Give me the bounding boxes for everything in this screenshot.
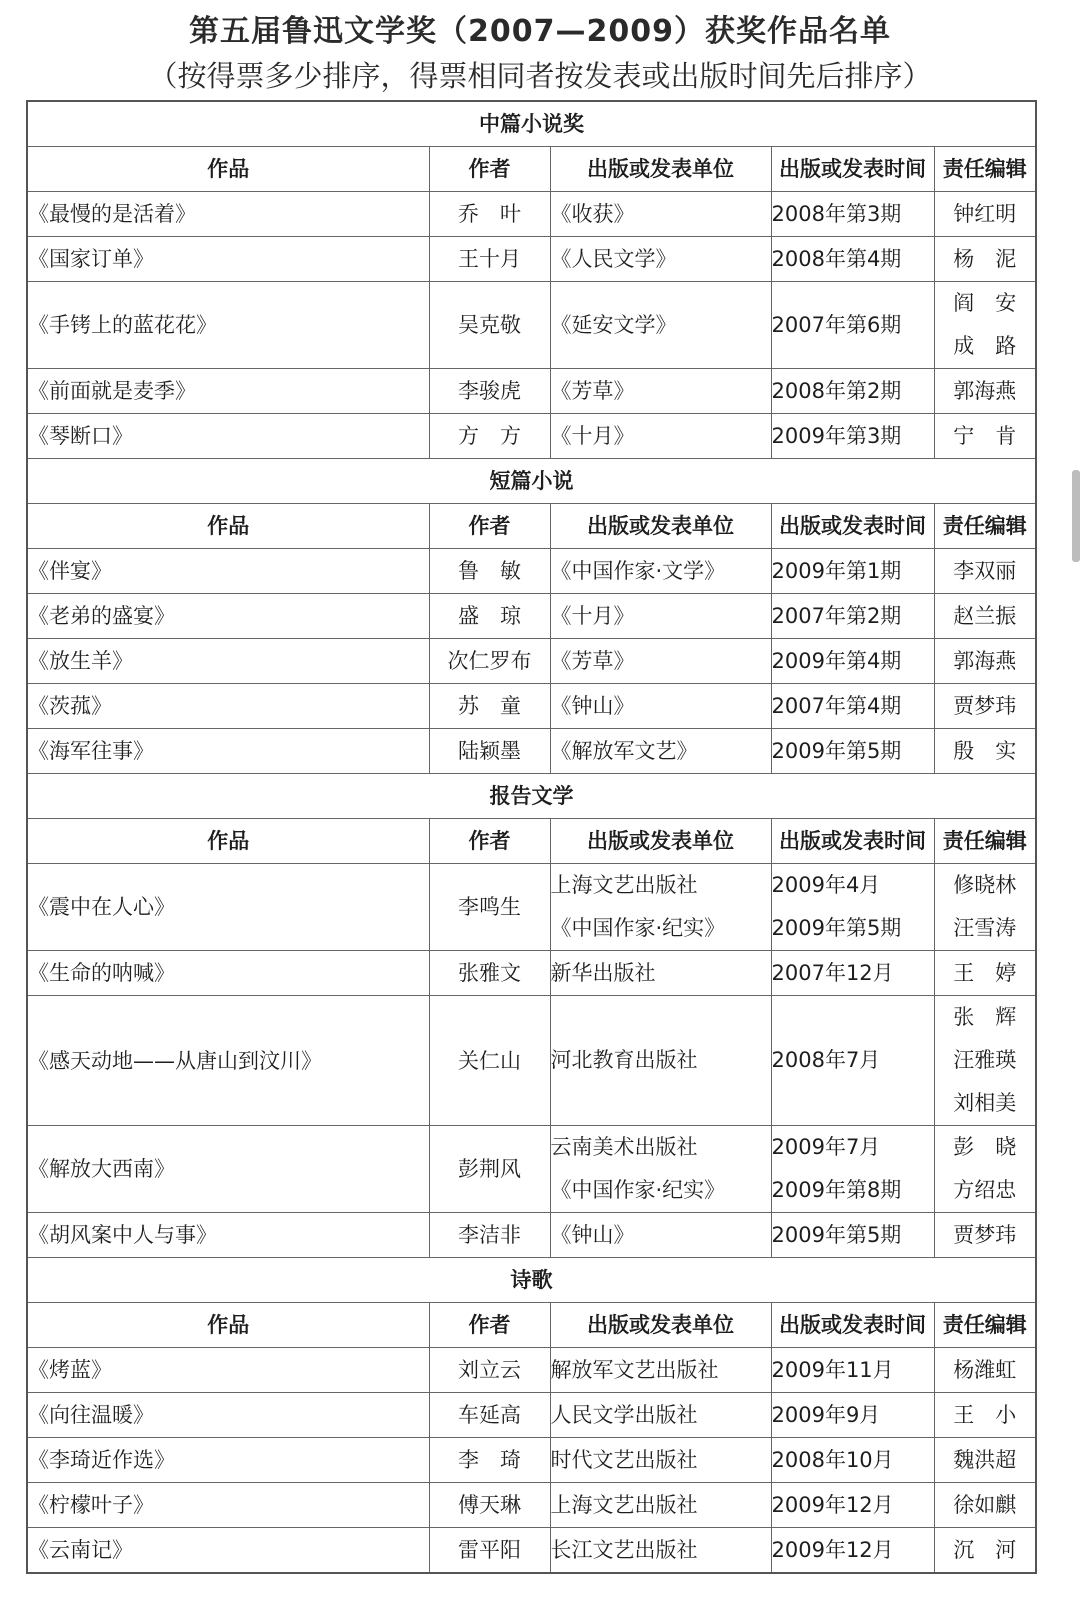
cell-author: 李骏虎 bbox=[429, 369, 550, 414]
cell-line: 《中国作家·纪实》 bbox=[550, 1178, 726, 1202]
table-row bbox=[27, 951, 1036, 996]
cell-publisher bbox=[550, 1126, 771, 1213]
cell-line: 《中国作家·文学》 bbox=[550, 558, 726, 583]
cell-line: 2007年第4期 bbox=[771, 693, 902, 718]
table-row bbox=[27, 192, 1036, 237]
cell-publisher bbox=[550, 1483, 771, 1528]
cell-editor bbox=[934, 1213, 1036, 1258]
cell-work: 《云南记》 bbox=[27, 1528, 429, 1574]
cell-publisher bbox=[550, 192, 771, 237]
cell-time bbox=[771, 1348, 934, 1393]
cell-line: 2009年第5期 bbox=[771, 1222, 902, 1247]
column-header-editor: 责任编辑 bbox=[934, 819, 1036, 864]
cell-line: 《钟山》 bbox=[550, 1222, 635, 1247]
section-title: 报告文学 bbox=[27, 774, 1036, 819]
awards-table-body bbox=[27, 101, 1036, 1573]
column-header-work: 作品 bbox=[27, 147, 429, 192]
cell-publisher bbox=[550, 282, 771, 369]
cell-work: 《茨菰》 bbox=[27, 684, 429, 729]
cell-line: 2009年第8期 bbox=[771, 1178, 902, 1202]
column-header-editor: 责任编辑 bbox=[934, 504, 1036, 549]
cell-line: 2007年第2期 bbox=[771, 603, 902, 628]
section-title: 中篇小说奖 bbox=[27, 101, 1036, 147]
cell-line: 2009年12月 bbox=[771, 1492, 894, 1517]
section-row bbox=[27, 1258, 1036, 1303]
cell-time bbox=[771, 729, 934, 774]
cell-line: 《芳草》 bbox=[550, 648, 635, 673]
cell-editor bbox=[934, 237, 1036, 282]
awards-table bbox=[26, 100, 1037, 1574]
cell-line: 2009年第3期 bbox=[771, 423, 902, 448]
cell-editor bbox=[934, 192, 1036, 237]
cell-line: 2009年9月 bbox=[771, 1402, 881, 1427]
table-row bbox=[27, 414, 1036, 459]
cell-time bbox=[771, 639, 934, 684]
cell-author: 李 琦 bbox=[429, 1438, 550, 1483]
cell-line: 郭海燕 bbox=[953, 648, 1017, 673]
cell-line: 2009年7月 bbox=[771, 1135, 881, 1159]
column-header-work: 作品 bbox=[27, 819, 429, 864]
cell-work: 《感天动地——从唐山到汶川》 bbox=[27, 996, 429, 1126]
table-row bbox=[27, 1438, 1036, 1483]
cell-line: 2008年第2期 bbox=[771, 378, 902, 403]
column-header-author: 作者 bbox=[429, 819, 550, 864]
cell-work: 《老弟的盛宴》 bbox=[27, 594, 429, 639]
cell-time bbox=[771, 1483, 934, 1528]
column-header-editor: 责任编辑 bbox=[934, 1303, 1036, 1348]
cell-line: 钟红明 bbox=[953, 201, 1017, 226]
column-header-author: 作者 bbox=[429, 1303, 550, 1348]
cell-editor bbox=[934, 639, 1036, 684]
page-subtitle: （按得票多少排序，得票相同者按发表或出版时间先后排序） bbox=[148, 59, 932, 93]
cell-time bbox=[771, 594, 934, 639]
cell-line: 长江文艺出版社 bbox=[550, 1537, 698, 1562]
cell-work: 《前面就是麦季》 bbox=[27, 369, 429, 414]
cell-line: 人民文学出版社 bbox=[550, 1402, 698, 1427]
cell-line: 《十月》 bbox=[550, 603, 635, 628]
cell-publisher bbox=[550, 1213, 771, 1258]
cell-line: 杨潍虹 bbox=[953, 1357, 1017, 1382]
cell-author: 王十月 bbox=[429, 237, 550, 282]
scrollbar-thumb[interactable] bbox=[1072, 470, 1080, 562]
cell-publisher bbox=[550, 414, 771, 459]
table-row bbox=[27, 1528, 1036, 1574]
cell-line: 2008年10月 bbox=[771, 1447, 894, 1472]
cell-line: 成 路 bbox=[953, 334, 1017, 358]
cell-author: 方 方 bbox=[429, 414, 550, 459]
cell-author: 雷平阳 bbox=[429, 1528, 550, 1574]
cell-line: 2007年12月 bbox=[771, 960, 894, 985]
cell-editor bbox=[934, 951, 1036, 996]
cell-editor bbox=[934, 1438, 1036, 1483]
table-row bbox=[27, 1483, 1036, 1528]
cell-editor bbox=[934, 549, 1036, 594]
cell-publisher bbox=[550, 237, 771, 282]
cell-line: 2008年第3期 bbox=[771, 201, 902, 226]
cell-time bbox=[771, 864, 934, 951]
cell-editor bbox=[934, 1528, 1036, 1574]
column-header-author: 作者 bbox=[429, 147, 550, 192]
cell-publisher bbox=[550, 594, 771, 639]
section-row bbox=[27, 101, 1036, 147]
cell-editor bbox=[934, 369, 1036, 414]
cell-line: 修晓林 bbox=[953, 873, 1017, 897]
cell-author: 彭荆风 bbox=[429, 1126, 550, 1213]
column-header-time: 出版或发表时间 bbox=[771, 504, 934, 549]
column-header-publisher: 出版或发表单位 bbox=[550, 819, 771, 864]
cell-author: 乔 叶 bbox=[429, 192, 550, 237]
cell-author: 盛 琼 bbox=[429, 594, 550, 639]
cell-work: 《胡风案中人与事》 bbox=[27, 1213, 429, 1258]
header-row bbox=[27, 1303, 1036, 1348]
section-row bbox=[27, 459, 1036, 504]
column-header-editor: 责任编辑 bbox=[934, 147, 1036, 192]
cell-publisher bbox=[550, 639, 771, 684]
cell-publisher bbox=[550, 369, 771, 414]
cell-author: 次仁罗布 bbox=[429, 639, 550, 684]
cell-work: 《柠檬叶子》 bbox=[27, 1483, 429, 1528]
header-row bbox=[27, 819, 1036, 864]
column-header-time: 出版或发表时间 bbox=[771, 819, 934, 864]
cell-author: 张雅文 bbox=[429, 951, 550, 996]
cell-line: 《钟山》 bbox=[550, 693, 635, 718]
table-row bbox=[27, 1213, 1036, 1258]
cell-line: 赵兰振 bbox=[953, 603, 1017, 628]
cell-line: 汪雅瑛 bbox=[953, 1048, 1017, 1072]
table-row bbox=[27, 729, 1036, 774]
column-header-work: 作品 bbox=[27, 1303, 429, 1348]
cell-line: 殷 实 bbox=[953, 738, 1017, 763]
table-row bbox=[27, 594, 1036, 639]
column-header-author: 作者 bbox=[429, 504, 550, 549]
cell-work: 《琴断口》 bbox=[27, 414, 429, 459]
table-row bbox=[27, 237, 1036, 282]
cell-editor bbox=[934, 1393, 1036, 1438]
cell-line: 新华出版社 bbox=[550, 960, 656, 985]
column-header-publisher: 出版或发表单位 bbox=[550, 1303, 771, 1348]
cell-author: 傅天琳 bbox=[429, 1483, 550, 1528]
cell-line: 贾梦玮 bbox=[953, 1222, 1017, 1247]
header-row bbox=[27, 504, 1036, 549]
page-title: 第五届鲁迅文学奖（2007—2009）获奖作品名单 bbox=[189, 14, 891, 49]
column-header-publisher: 出版或发表单位 bbox=[550, 147, 771, 192]
cell-line: 《芳草》 bbox=[550, 378, 635, 403]
cell-work: 《海军往事》 bbox=[27, 729, 429, 774]
cell-time bbox=[771, 192, 934, 237]
cell-editor bbox=[934, 684, 1036, 729]
cell-line: 徐如麒 bbox=[953, 1492, 1017, 1517]
cell-line: 方绍忠 bbox=[953, 1178, 1017, 1202]
table-row bbox=[27, 996, 1036, 1126]
cell-work: 《最慢的是活着》 bbox=[27, 192, 429, 237]
section-row bbox=[27, 774, 1036, 819]
cell-line: 2009年12月 bbox=[771, 1537, 894, 1562]
cell-publisher bbox=[550, 1348, 771, 1393]
cell-line: 王 婷 bbox=[953, 960, 1017, 985]
cell-line: 时代文艺出版社 bbox=[550, 1447, 698, 1472]
cell-work: 《向往温暖》 bbox=[27, 1393, 429, 1438]
cell-line: 《收获》 bbox=[550, 201, 635, 226]
header-row bbox=[27, 147, 1036, 192]
cell-publisher bbox=[550, 996, 771, 1126]
table-row bbox=[27, 549, 1036, 594]
cell-line: 上海文艺出版社 bbox=[550, 1492, 698, 1517]
section-title: 短篇小说 bbox=[27, 459, 1036, 504]
cell-work: 《伴宴》 bbox=[27, 549, 429, 594]
cell-publisher bbox=[550, 1528, 771, 1574]
cell-time bbox=[771, 684, 934, 729]
cell-time bbox=[771, 1126, 934, 1213]
cell-line: 2009年4月 bbox=[771, 873, 881, 897]
table-row bbox=[27, 639, 1036, 684]
cell-line: 上海文艺出版社 bbox=[550, 873, 698, 897]
cell-work: 《解放大西南》 bbox=[27, 1126, 429, 1213]
cell-author: 车延高 bbox=[429, 1393, 550, 1438]
cell-line: 杨 泥 bbox=[953, 246, 1017, 271]
cell-work: 《放生羊》 bbox=[27, 639, 429, 684]
table-row bbox=[27, 684, 1036, 729]
column-header-work: 作品 bbox=[27, 504, 429, 549]
cell-author: 李洁非 bbox=[429, 1213, 550, 1258]
cell-publisher bbox=[550, 729, 771, 774]
cell-line: 河北教育出版社 bbox=[550, 1048, 698, 1072]
cell-editor bbox=[934, 729, 1036, 774]
cell-time bbox=[771, 549, 934, 594]
cell-line: 云南美术出版社 bbox=[550, 1135, 698, 1159]
cell-publisher bbox=[550, 864, 771, 951]
cell-work: 《生命的呐喊》 bbox=[27, 951, 429, 996]
cell-time bbox=[771, 1528, 934, 1574]
table-row bbox=[27, 1393, 1036, 1438]
table-row bbox=[27, 1126, 1036, 1213]
cell-line: 彭 晓 bbox=[953, 1135, 1017, 1159]
cell-editor bbox=[934, 1483, 1036, 1528]
table-row bbox=[27, 282, 1036, 369]
cell-editor bbox=[934, 996, 1036, 1126]
cell-time bbox=[771, 1438, 934, 1483]
cell-editor bbox=[934, 1126, 1036, 1213]
cell-editor bbox=[934, 864, 1036, 951]
cell-author: 李鸣生 bbox=[429, 864, 550, 951]
cell-time bbox=[771, 237, 934, 282]
cell-line: 2009年第4期 bbox=[771, 648, 902, 673]
cell-author: 刘立云 bbox=[429, 1348, 550, 1393]
cell-line: 《十月》 bbox=[550, 423, 635, 448]
cell-publisher bbox=[550, 549, 771, 594]
cell-work: 《国家订单》 bbox=[27, 237, 429, 282]
table-row bbox=[27, 1348, 1036, 1393]
cell-time bbox=[771, 951, 934, 996]
cell-editor bbox=[934, 1348, 1036, 1393]
cell-line: 2009年第5期 bbox=[771, 738, 902, 763]
column-header-time: 出版或发表时间 bbox=[771, 1303, 934, 1348]
section-title: 诗歌 bbox=[27, 1258, 1036, 1303]
cell-line: 王 小 bbox=[953, 1402, 1017, 1427]
cell-time bbox=[771, 1213, 934, 1258]
cell-publisher bbox=[550, 1438, 771, 1483]
cell-editor bbox=[934, 282, 1036, 369]
column-header-time: 出版或发表时间 bbox=[771, 147, 934, 192]
cell-editor bbox=[934, 414, 1036, 459]
cell-line: 阎 安 bbox=[953, 291, 1017, 315]
cell-editor bbox=[934, 594, 1036, 639]
table-row bbox=[27, 369, 1036, 414]
cell-work: 《李琦近作选》 bbox=[27, 1438, 429, 1483]
cell-author: 苏 童 bbox=[429, 684, 550, 729]
cell-line: 魏洪超 bbox=[953, 1447, 1017, 1472]
cell-line: 《中国作家·纪实》 bbox=[550, 916, 726, 940]
cell-time bbox=[771, 369, 934, 414]
cell-time bbox=[771, 1393, 934, 1438]
cell-work: 《手铐上的蓝花花》 bbox=[27, 282, 429, 369]
cell-work: 《烤蓝》 bbox=[27, 1348, 429, 1393]
cell-author: 关仁山 bbox=[429, 996, 550, 1126]
cell-publisher bbox=[550, 951, 771, 996]
cell-line: 宁 肯 bbox=[953, 423, 1017, 448]
cell-line: 2008年第4期 bbox=[771, 246, 902, 271]
cell-line: 《延安文学》 bbox=[550, 312, 677, 337]
cell-line: 李双丽 bbox=[953, 558, 1017, 583]
cell-time bbox=[771, 996, 934, 1126]
cell-time bbox=[771, 282, 934, 369]
cell-line: 2009年第5期 bbox=[771, 916, 902, 940]
cell-time bbox=[771, 414, 934, 459]
cell-publisher bbox=[550, 684, 771, 729]
cell-work: 《震中在人心》 bbox=[27, 864, 429, 951]
cell-line: 2008年7月 bbox=[771, 1048, 881, 1072]
cell-line: 贾梦玮 bbox=[953, 693, 1017, 718]
cell-author: 鲁 敏 bbox=[429, 549, 550, 594]
table-row bbox=[27, 864, 1036, 951]
cell-author: 吴克敬 bbox=[429, 282, 550, 369]
cell-line: 张 辉 bbox=[953, 1005, 1017, 1029]
cell-line: 《解放军文艺》 bbox=[550, 738, 698, 763]
cell-publisher bbox=[550, 1393, 771, 1438]
cell-line: 解放军文艺出版社 bbox=[550, 1357, 719, 1382]
cell-line: 2007年第6期 bbox=[771, 312, 902, 337]
cell-author: 陆颖墨 bbox=[429, 729, 550, 774]
cell-line: 沉 河 bbox=[953, 1537, 1017, 1562]
cell-line: 汪雪涛 bbox=[953, 916, 1017, 940]
cell-line: 刘相美 bbox=[953, 1091, 1017, 1115]
cell-line: 郭海燕 bbox=[953, 378, 1017, 403]
cell-line: 《人民文学》 bbox=[550, 246, 677, 271]
column-header-publisher: 出版或发表单位 bbox=[550, 504, 771, 549]
cell-line: 2009年第1期 bbox=[771, 558, 902, 583]
cell-line: 2009年11月 bbox=[771, 1357, 894, 1382]
